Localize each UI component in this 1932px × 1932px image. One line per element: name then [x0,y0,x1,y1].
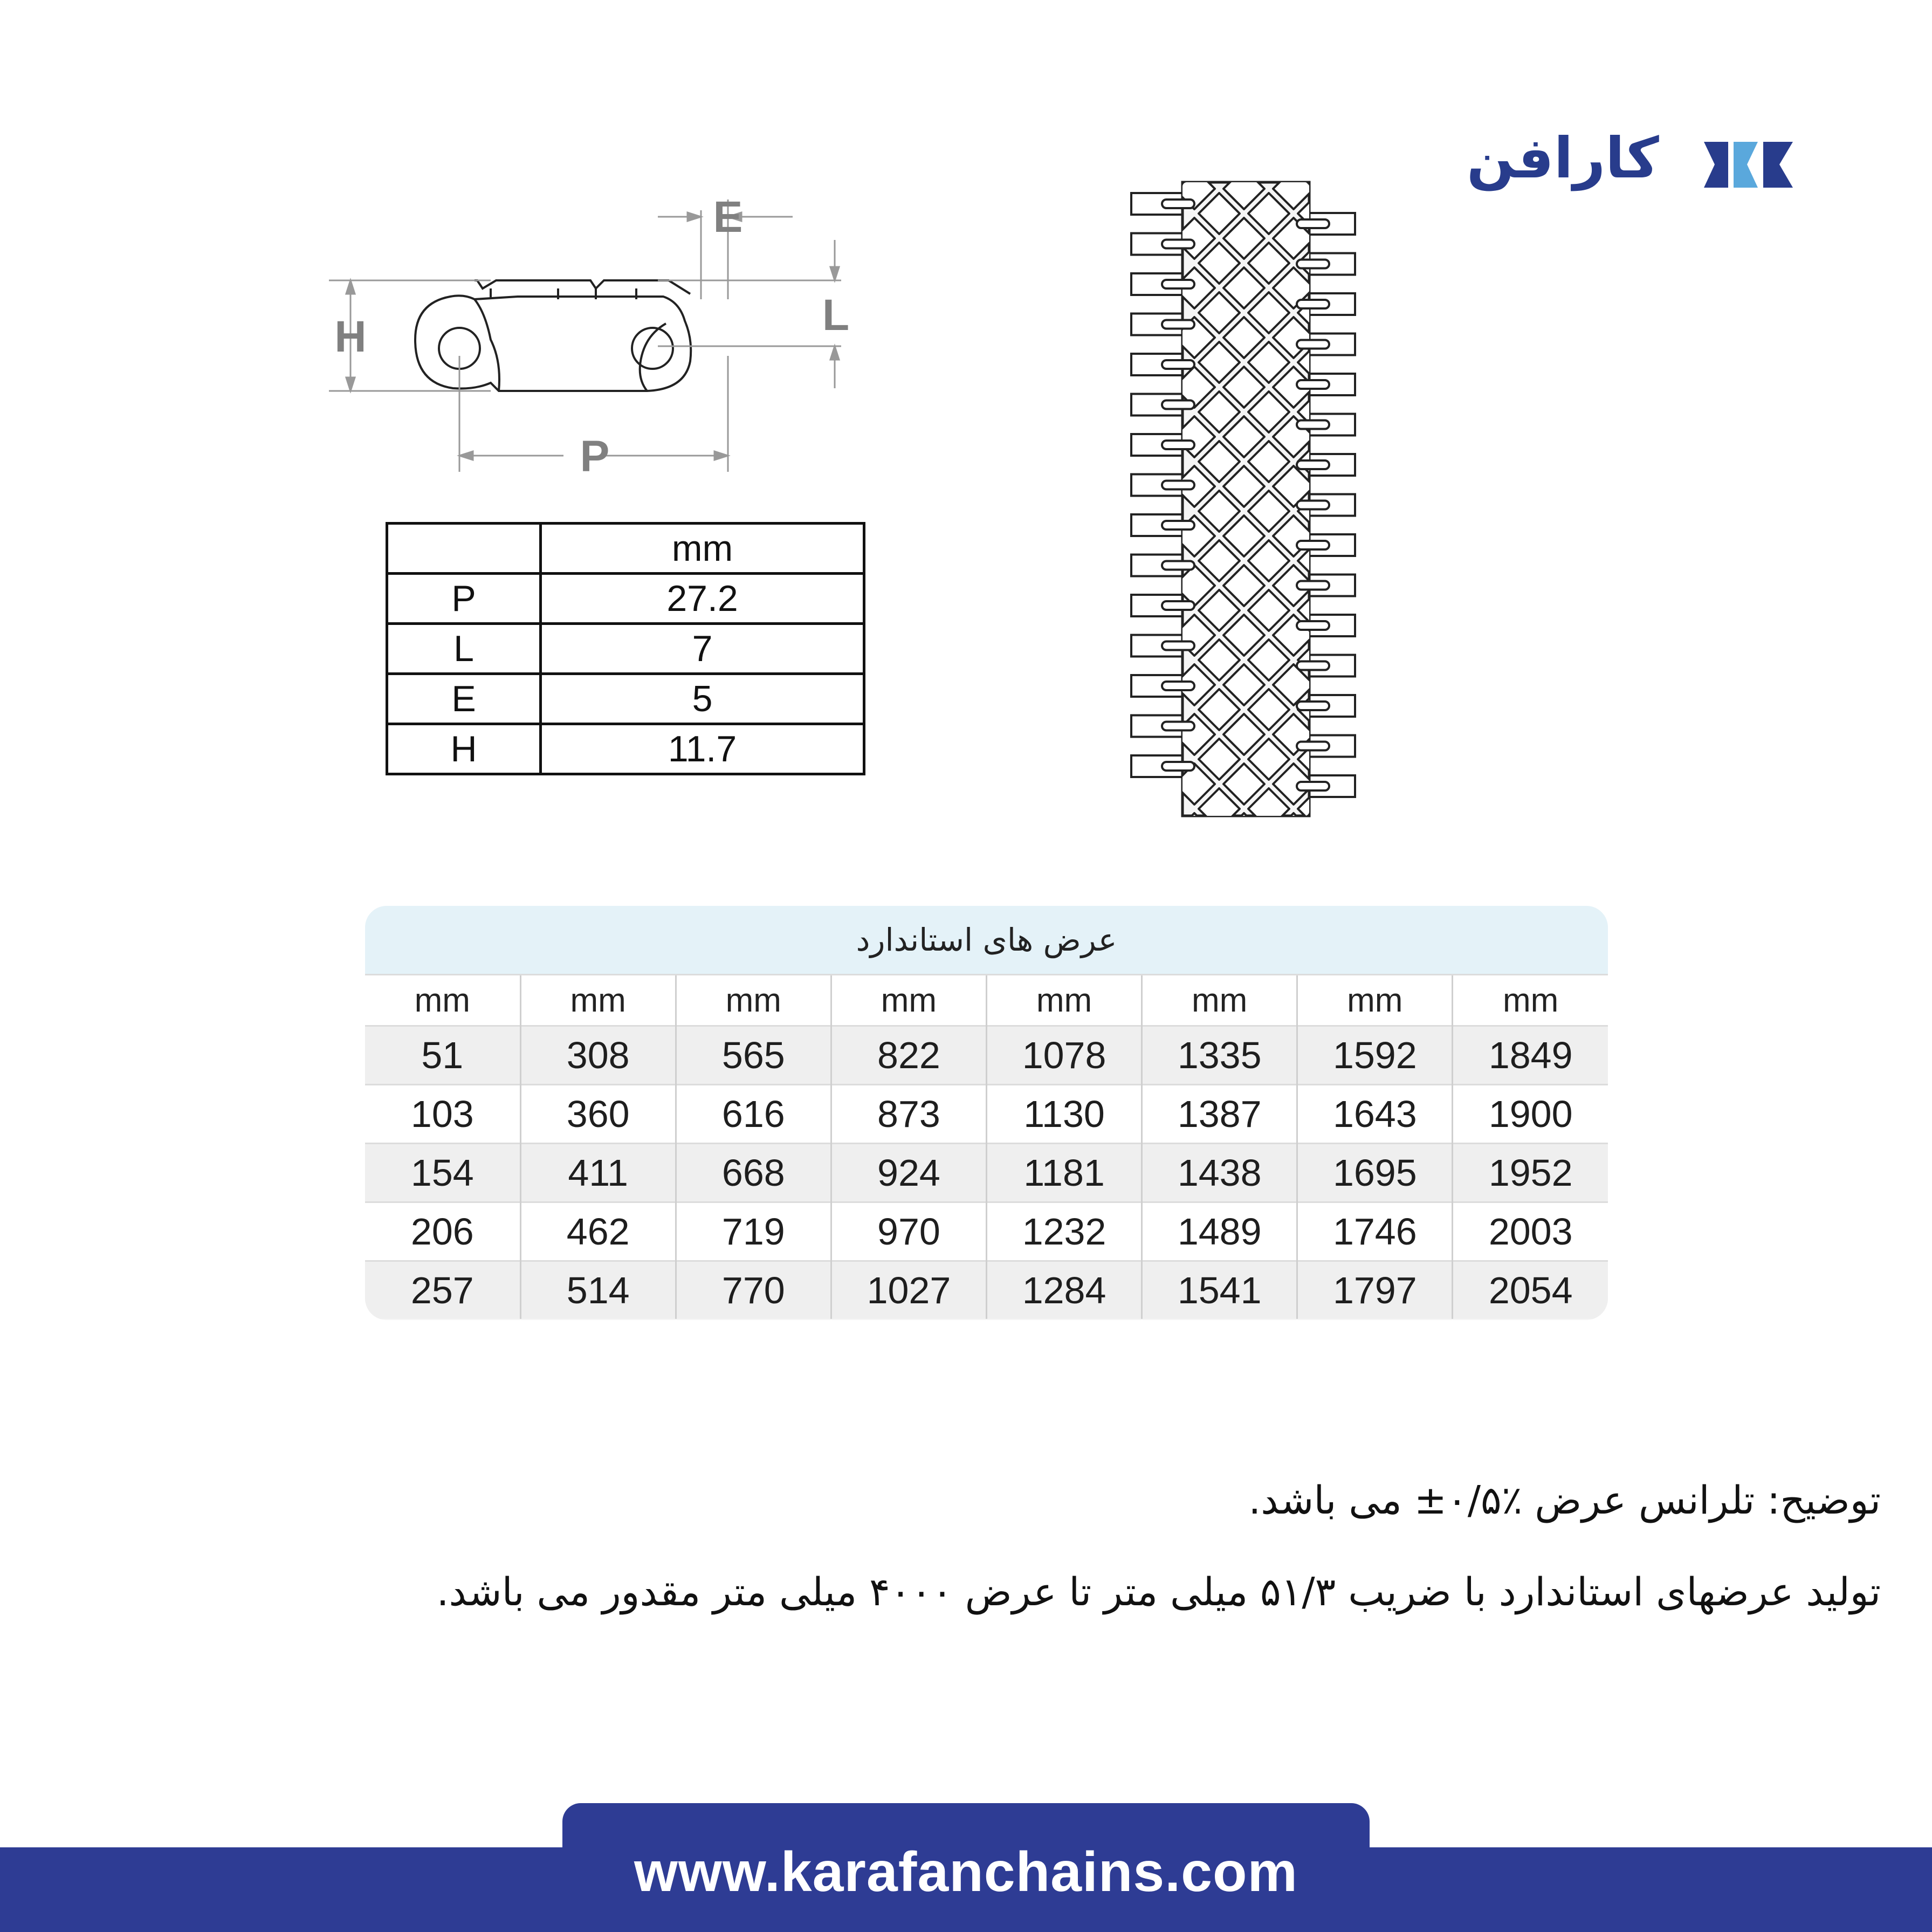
widths-cell: 1643 [1297,1085,1453,1144]
company-logo [1467,125,1790,197]
widths-cell: 103 [365,1085,520,1144]
widths-row [365,1261,1608,1319]
belt-pin [1162,441,1194,449]
website-link[interactable]: www.karafanchains.com [634,1841,1298,1903]
belt-pin [1162,200,1194,208]
dim-value: 5 [541,674,864,724]
belt-pin [1162,762,1194,771]
widths-unit-cell: mm [987,975,1142,1026]
widths-unit-cell: mm [1453,975,1608,1026]
standard-widths-table [365,906,1608,1320]
dim-row-h [387,724,864,774]
dim-label-h: H [334,312,367,361]
belt-top-view-drawing [1122,178,1359,825]
widths-cell: 1952 [1453,1144,1608,1202]
belt-pin [1297,219,1329,228]
widths-cell: 1695 [1297,1144,1453,1202]
widths-cell: 462 [520,1202,676,1261]
logo-mark-icon [1704,142,1796,190]
widths-unit-cell: mm [1297,975,1453,1026]
widths-cell: 719 [676,1202,831,1261]
belt-pin [1297,742,1329,751]
widths-unit-cell: mm [1142,975,1297,1026]
widths-cell: 2003 [1453,1202,1608,1261]
dim-label-e: E [713,192,743,242]
dim-label-l: L [822,291,850,340]
widths-cell: 1284 [987,1261,1142,1319]
widths-cell: 1592 [1297,1026,1453,1085]
widths-cell: 924 [831,1144,986,1202]
widths-cell: 411 [520,1144,676,1202]
widths-unit-cell: mm [831,975,986,1026]
widths-cell: 822 [831,1026,986,1085]
widths-cell: 1849 [1453,1026,1608,1085]
widths-unit-cell: mm [520,975,676,1026]
chain-profile-drawing [313,178,906,491]
widths-cell: 154 [365,1144,520,1202]
widths-cell: 1181 [987,1144,1142,1202]
belt-pin [1297,662,1329,670]
belt-pin [1297,340,1329,349]
dim-row-l [387,624,864,674]
belt-pin [1162,722,1194,731]
widths-unit-cell: mm [365,975,520,1026]
widths-cell: 1232 [987,1202,1142,1261]
widths-cell: 514 [520,1261,676,1319]
dim-label-p: P [580,432,610,481]
widths-cell: 1387 [1142,1085,1297,1144]
widths-cell: 565 [676,1026,831,1085]
belt-pin [1162,240,1194,249]
belt-pin [1297,621,1329,630]
belt-pin [1297,581,1329,590]
belt-pin [1297,541,1329,549]
widths-cell: 1027 [831,1261,986,1319]
widths-row [365,1026,1608,1085]
widths-cell: 1797 [1297,1261,1453,1319]
belt-pin [1297,782,1329,790]
dim-value: 27.2 [541,574,864,624]
dim-key: L [387,624,541,674]
belt-pin [1162,280,1194,288]
widths-cell: 970 [831,1202,986,1261]
widths-row [365,1144,1608,1202]
widths-cell: 2054 [1453,1261,1608,1319]
belt-diamond [1323,813,1359,825]
belt-pin [1297,501,1329,510]
widths-cell: 1438 [1142,1144,1297,1202]
belt-pin [1162,642,1194,650]
widths-unit-row [365,975,1608,1026]
dim-header-unit: mm [541,524,864,574]
belt-pin [1162,401,1194,409]
belt-pin [1162,481,1194,490]
belt-pin [1297,421,1329,429]
dim-key: P [387,574,541,624]
widths-row [365,1085,1608,1144]
belt-pin [1297,380,1329,389]
widths-cell: 1078 [987,1026,1142,1085]
belt-pin [1297,702,1329,710]
widths-cell: 1130 [987,1085,1142,1144]
widths-cell: 1900 [1453,1085,1608,1144]
widths-cell: 873 [831,1085,986,1144]
dimension-table [386,522,865,775]
widths-cell: 1335 [1142,1026,1297,1085]
belt-pin [1162,521,1194,530]
belt-diamond [1323,178,1359,209]
widths-cell: 360 [520,1085,676,1144]
dim-row-e [387,674,864,724]
widths-cell: 206 [365,1202,520,1261]
production-note: تولید عرضهای استاندارد با ضریب ۵۱/۳ میلی متر تا عرض ۴۰۰۰ میلی متر مقدور می باشد. [436,1569,1881,1614]
widths-cell: 668 [676,1144,831,1202]
widths-cell: 770 [676,1261,831,1319]
standard-widths-title: عرض های استاندارد [365,906,1608,974]
belt-pin [1297,300,1329,308]
dim-table-header [387,524,864,574]
widths-cell: 1746 [1297,1202,1453,1261]
belt-pin [1162,561,1194,570]
tolerance-note: توضیح: تلرانس عرض ٪۰/۵± می باشد. [1248,1477,1881,1523]
belt-pin [1162,682,1194,690]
logo-text: کارافن [1467,125,1659,191]
standard-widths-grid [365,974,1608,1319]
dim-value: 11.7 [541,724,864,774]
dim-key: H [387,724,541,774]
widths-cell: 308 [520,1026,676,1085]
widths-row [365,1202,1608,1261]
belt-pin [1162,601,1194,610]
belt-pin [1297,260,1329,269]
dim-key: E [387,674,541,724]
widths-cell: 51 [365,1026,520,1085]
dim-value: 7 [541,624,864,674]
belt-pin [1162,360,1194,369]
dim-header-empty [387,524,541,574]
widths-unit-cell: mm [676,975,831,1026]
belt-pin [1297,460,1329,469]
widths-cell: 616 [676,1085,831,1144]
widths-cell: 257 [365,1261,520,1319]
dim-row-p [387,574,864,624]
widths-cell: 1541 [1142,1261,1297,1319]
widths-cell: 1489 [1142,1202,1297,1261]
belt-pin [1162,320,1194,329]
